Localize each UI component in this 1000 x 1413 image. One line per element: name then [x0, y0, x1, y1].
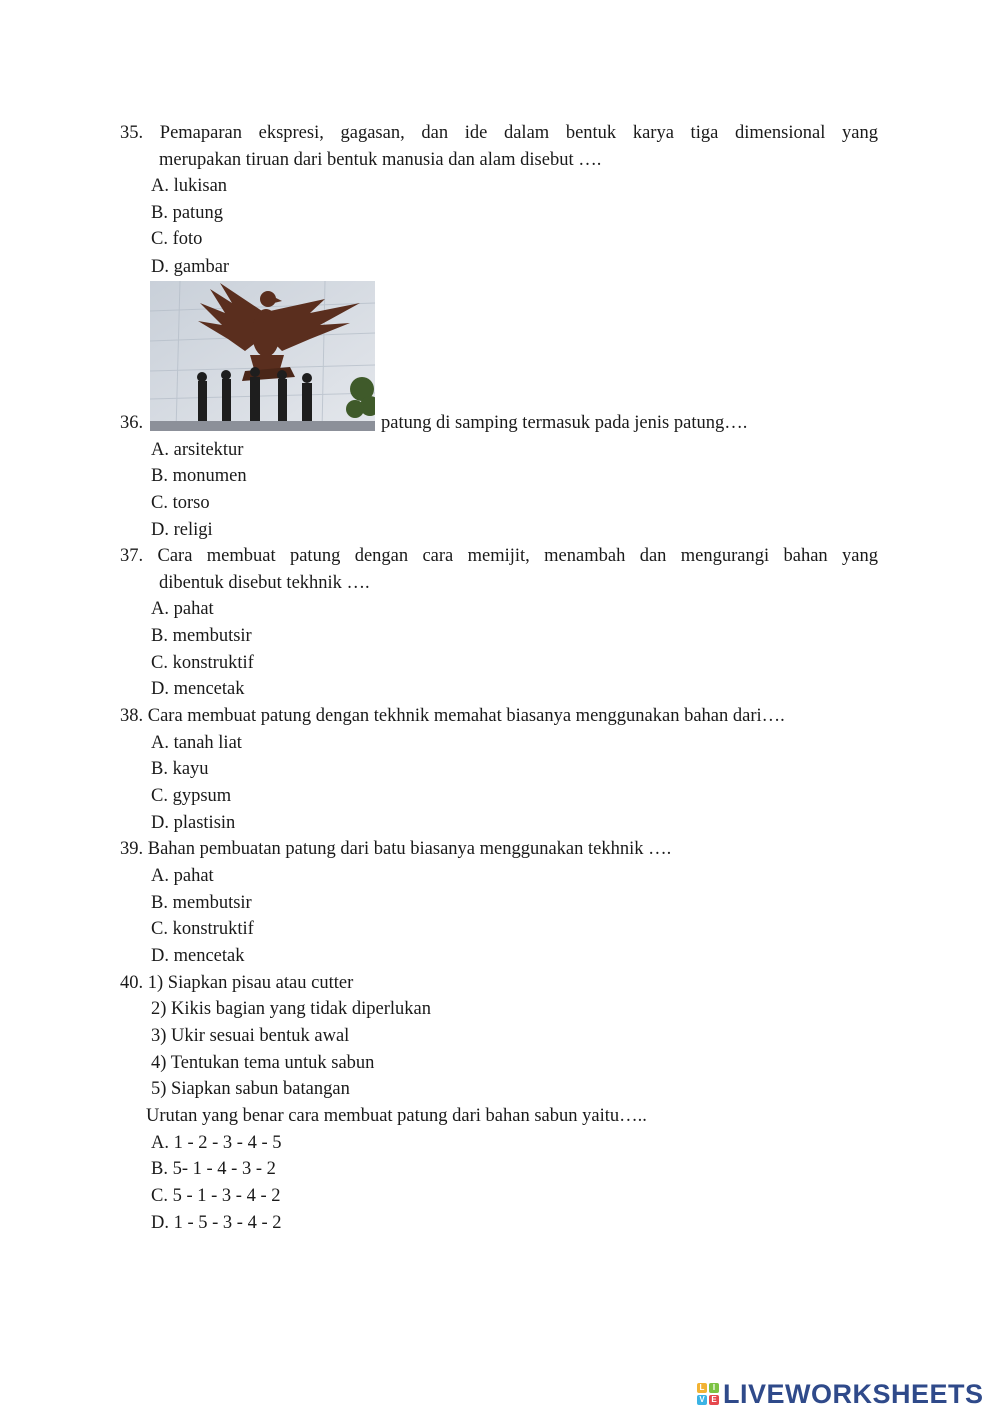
q39-option-c: C. konstruktif: [151, 919, 254, 939]
q39-line-1: 39. Bahan pembuatan patung dari batu biasanya menggunakan tekhnik ….: [120, 839, 672, 859]
q36-number: 36.: [120, 413, 144, 433]
q40-step-5: 5) Siapkan sabun batangan: [151, 1079, 350, 1099]
q40-option-b: B. 5- 1 - 4 - 3 - 2: [151, 1159, 276, 1179]
q38-line-1: 38. Cara membuat patung dengan tekhnik memahat biasanya menggunakan bahan dari….: [120, 706, 785, 726]
q40-question: Urutan yang benar cara membuat patung dari bahan sabun yaitu…..: [146, 1106, 647, 1126]
q37-option-a: A. pahat: [151, 599, 214, 619]
q40-option-a: A. 1 - 2 - 3 - 4 - 5: [151, 1133, 282, 1153]
q37-line-2: dibentuk disebut tekhnik ….: [159, 573, 370, 593]
q40-step-4: 4) Tentukan tema untuk sabun: [151, 1053, 375, 1073]
q38-option-b: B. kayu: [151, 759, 209, 779]
garuda-monument-photo: [150, 281, 375, 431]
q39-option-b: B. membutsir: [151, 893, 252, 913]
q40-option-c: C. 5 - 1 - 3 - 4 - 2: [151, 1186, 281, 1206]
q39-option-d: D. mencetak: [151, 946, 245, 966]
q35-option-d: D. gambar: [151, 257, 230, 277]
q36-option-b: B. monumen: [151, 466, 247, 486]
q40-option-d: D. 1 - 5 - 3 - 4 - 2: [151, 1213, 282, 1233]
q40-step-1: 40. 1) Siapkan pisau atau cutter: [120, 973, 354, 993]
q38-option-d: D. plastisin: [151, 813, 236, 833]
q40-step-3: 3) Ukir sesuai bentuk awal: [151, 1026, 350, 1046]
q36-option-c: C. torso: [151, 493, 210, 513]
liveworksheets-logo[interactable]: [697, 1377, 984, 1411]
q37-option-d: D. mencetak: [151, 679, 245, 699]
q38-option-c: C. gypsum: [151, 786, 232, 806]
q35-option-b: B. patung: [151, 203, 223, 223]
q37-option-b: B. membutsir: [151, 626, 252, 646]
q35-line-2: merupakan tiruan dari bentuk manusia dan alam disebut ….: [159, 150, 602, 170]
q36-option-a: A. arsitektur: [151, 440, 244, 460]
q37-option-c: C. konstruktif: [151, 653, 254, 673]
q40-step-2: 2) Kikis bagian yang tidak diperlukan: [151, 999, 432, 1019]
q35-option-a: A. lukisan: [151, 176, 228, 196]
q35-option-c: C. foto: [151, 229, 203, 249]
q39-option-a: A. pahat: [151, 866, 214, 886]
liveworksheets-logo-mark-icon: L I V E: [697, 1383, 719, 1405]
q38-option-a: A. tanah liat: [151, 733, 242, 753]
q36-option-d: D. religi: [151, 520, 213, 540]
q35-line-1: 35. Pemaparan ekspresi, gagasan, dan ide dalam bentuk karya tiga dimensional yang: [120, 123, 878, 143]
liveworksheets-logo-text: LIVEWORKSHEETS: [723, 1378, 984, 1409]
q37-line-1: 37. Cara membuat patung dengan cara memijit, menambah dan mengurangi bahan yang: [120, 546, 878, 566]
q36-text: patung di samping termasuk pada jenis patung….: [381, 413, 748, 433]
